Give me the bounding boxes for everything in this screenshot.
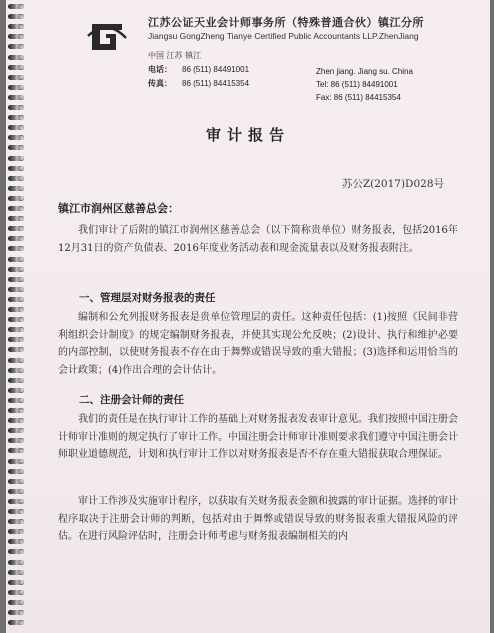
address-en: Zhen jiang. Jiang su. China xyxy=(316,67,413,76)
fax-cn-value: 86 (511) 84415354 xyxy=(182,79,250,88)
binding-hole xyxy=(20,621,24,625)
tel-en: Tel: 86 (511) 84491001 xyxy=(316,80,398,89)
binding-hole xyxy=(20,429,24,433)
fax-en: Fax: 86 (511) 84415354 xyxy=(316,93,401,102)
binding-hole xyxy=(20,540,24,544)
binding-hole xyxy=(20,439,24,443)
binding-hole xyxy=(20,55,24,59)
spiral-binding xyxy=(6,4,28,629)
binding-hole xyxy=(20,45,24,49)
address-cn: 中国 江苏 镇江 xyxy=(148,51,202,60)
tel-cn xyxy=(148,64,249,75)
section1-paragraph: 编制和公允列报财务报表是贵单位管理层的责任。这种责任包括：(1)按照《民间非营利组织会计制度》的规定编制财务报表，并使其实现公允反映；(2)设计、执行和维护必要的内部控制，以使财务报表不存在由于舞弊或错误导致的重大错报；(3)选择和运用恰当的会计政策；(4)作出合理的会计估计。 xyxy=(58,312,458,376)
binding-hole xyxy=(20,156,24,160)
binding-hole xyxy=(20,338,24,342)
binding-hole xyxy=(20,106,24,110)
tel-label: 电话： xyxy=(148,65,172,74)
firm-logo-icon xyxy=(86,16,128,58)
binding-hole xyxy=(20,348,24,352)
section1-heading: 一、管理层对财务报表的责任 xyxy=(79,292,216,304)
binding-hole xyxy=(20,116,24,120)
binding-hole xyxy=(20,217,24,221)
binding-hole xyxy=(20,227,24,231)
binding-hole xyxy=(20,237,24,241)
firm-name-cn: 江苏公证天业会计师事务所（特殊普通合伙）镇江分所 xyxy=(148,16,424,29)
binding-hole xyxy=(20,419,24,423)
binding-hole xyxy=(20,409,24,413)
fax-cn xyxy=(148,78,249,89)
binding-hole xyxy=(20,35,24,39)
section2-paragraph-2: 审计工作涉及实施审计程序，以获取有关财务报表金额和披露的审计证据。选择的审计程序取决于注册会计师的判断，包括对由于舞弊或错误导致的财务报表重大错报风险的评估。在进行风险评估时，注册会计师考虑与财务报表编制相关的内 xyxy=(58,496,458,543)
firm-name-en: Jiangsu GongZheng Tianye Certified Public Accountants LLP.ZhenJiang xyxy=(148,31,419,41)
binding-hole xyxy=(20,358,24,362)
binding-hole xyxy=(20,328,24,332)
section2-paragraph-1: 我们的责任是在执行审计工作的基础上对财务报表发表审计意见。我们按照中国注册会计师审计准则的规定执行了审计工作。中国注册会计师审计准则要求我们遵守中国注册会计师职业道德规范，计划和执行审计工作以对财务报表是否不存在重大错报获取合理保证。 xyxy=(58,414,458,461)
tel-cn-value: 86 (511) 84491001 xyxy=(182,65,250,74)
addressee: 镇江市润州区慈善总会： xyxy=(58,202,179,215)
binding-hole xyxy=(20,520,24,524)
binding-hole xyxy=(20,247,24,251)
binding-hole xyxy=(20,5,24,9)
section2-heading: 二、注册会计师的责任 xyxy=(79,394,184,406)
binding-hole xyxy=(20,15,24,19)
document-page xyxy=(6,0,490,633)
binding-hole xyxy=(20,530,24,534)
binding-hole xyxy=(20,510,24,514)
binding-hole xyxy=(20,146,24,150)
binding-hole xyxy=(20,308,24,312)
report-title: 审计报告 xyxy=(205,126,290,144)
binding-hole xyxy=(20,611,24,615)
binding-hole xyxy=(20,318,24,322)
binding-hole xyxy=(20,257,24,261)
binding-hole xyxy=(20,550,24,554)
binding-hole xyxy=(20,25,24,29)
intro-paragraph: 我们审计了后附的镇江市润州区慈善总会（以下简称贵单位）财务报表，包括2016年12月31日的资产负债表、2016年度业务活动表和现金流量表以及财务报表附注。 xyxy=(58,225,458,254)
binding-hole xyxy=(20,207,24,211)
binding-hole xyxy=(20,459,24,463)
letterhead xyxy=(86,10,486,105)
fax-label: 传真： xyxy=(148,79,172,88)
binding-hole xyxy=(20,449,24,453)
binding-hole xyxy=(20,560,24,564)
document-number: 苏公Z(2017)D028号 xyxy=(341,178,444,190)
